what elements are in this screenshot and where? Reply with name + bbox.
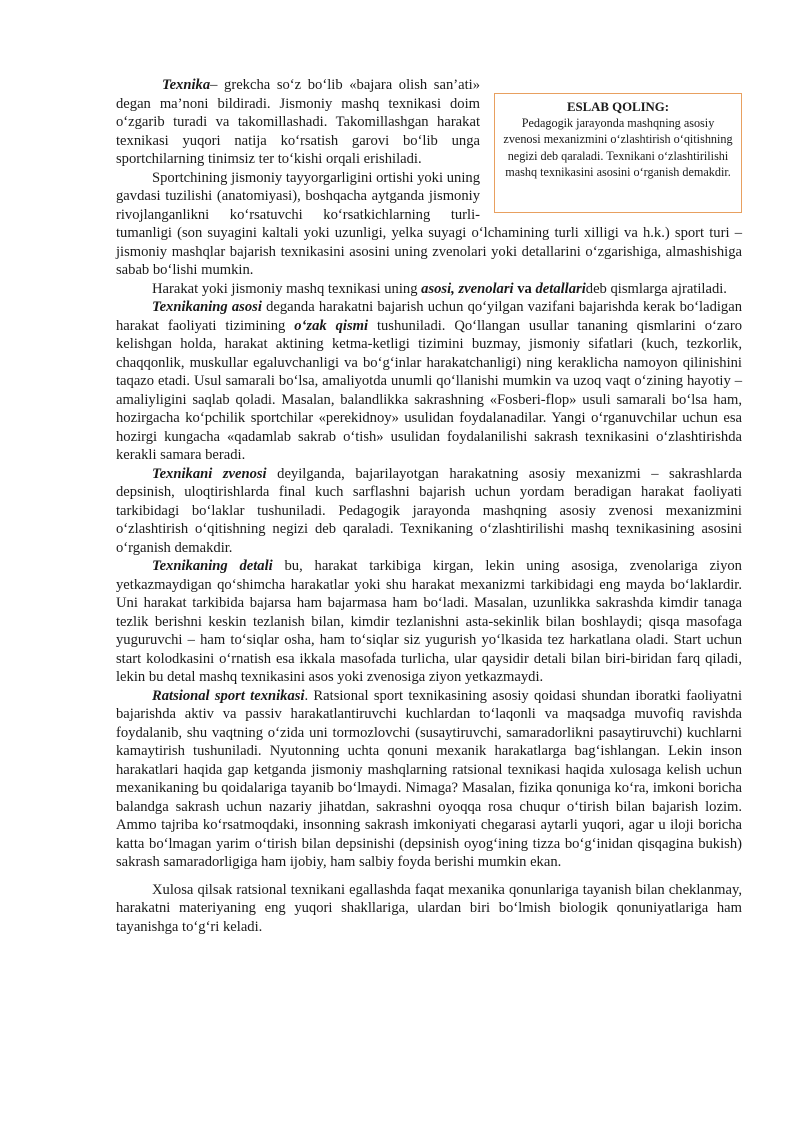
paragraph-xulosa	[116, 881, 742, 937]
paragraph-text: – grekcha so‘z bo‘lib «bajara olish san’ati» degan ma’noni bildiradi. Jismoniy mashq texnikasi doim o‘zgarib turadi va takomillashadi. Takomillashgan harakat texnikasi yuqori natija ko‘rsatish garovi bo‘lib unga sportchilarning tinimsiz ter to‘kishi orqali erishiladi.	[116, 77, 480, 167]
term-ratsional-sport-texnikasi: Ratsional sport texnikasi	[152, 687, 305, 704]
paragraph-text: deyilganda, bajarilayotgan harakatning asosiy mexanizmi – sakrashlarda depsinish, uloqtirishlarda final kuch sarflashni bajarish uchun yordam beradigan harakat faoliyati tarkibidagi bo‘laklar tushuniladi. Pedagogik jarayonda mashqning asosiy zvenosi mexanizmini o‘zlashtirish o‘qitishning negizi deb qaraladi. Texnikaning o‘zlashtirilishi mashq texnikasining asosini o‘rganish demakdir.	[116, 465, 742, 556]
term-texnika: Texnika	[162, 77, 211, 93]
paragraph-ratsional-texnika	[116, 687, 742, 872]
connector-va: va	[517, 280, 532, 297]
paragraph-texnika-detali	[116, 557, 742, 687]
term-texnikaning-asosi: Texnikaning asosi	[152, 299, 262, 315]
term-texnikani-zvenosi: Texnikani zvenosi	[152, 465, 267, 482]
paragraph-text: . Ratsional sport texnikasining asosiy qoidasi shundan iboratki faoliyatni bajarishda aktiv va passiv harakatlantiruvchi kuchlardan to‘laqonli va maqsadga muvofiq ravishda foydalanib, shu vaqtning o‘zida uni tormozlovchi (susaytiruvchi, samaradorlikni pasaytiruvchi) kuchlarni kamaytirish tushuniladi. Nyutonning uchta qonuni mexanik harakatlarga bag‘ishlangan. Lekin inson harakatlari haqida gap ketganda jismoniy mashqlarning ratsional texnikasi haqida xulosaga kelish uchun mexanikaning bu qoidalariga tayanib bo‘lmaydi. Nimaga? Masalan, fizika qonuniga ko‘ra, imkoni boricha balandga sakrash uchun nazariy jihatdan, sakrashni oyoqqa rosa chuqur o‘tirish bilan bajarish lozim. Ammo tajriba ko‘rsatmoqdaki, insonning sakrash imkoniyati chegarasi aytarli yuqori, agar u iloji boricha katta bo‘lmagan yarim o‘tirish bilan depsinishi (depsinish oyog‘ining tizza bo‘g‘inidan qisqagina bukish) sakrash samaradorligiga ham ijobiy, ham salbiy foyda berishi mumkin ekan.	[116, 687, 742, 870]
callout-text: Pedagogik jarayonda mashqning asosiy zvenosi mexanizmini o‘zlashtirish o‘qitishning negizi deb qaraladi. Texnikani o‘zlashtirilishi mashq texnikasini asosini o‘rganish demakdir.	[503, 116, 733, 179]
paragraph-texnika-asosi	[116, 298, 742, 465]
term-asosi-zvenolari: asosi, zvenolari	[421, 280, 514, 297]
paragraph-text: bu, harakat tarkibiga kirgan, lekin uning asosiga, zvenolariga ziyon yetkazmaydigan qo‘shimcha harakatlar yoki shu harakat mexanizmi tarkibidagi eng mayda bo‘laklardir. Uni harakat tarkibida bajarsa ham bajarmasa ham bo‘ladi. Masalan, uzunlikka sakrashda kimdir tanaga tezlik berishni keskin tezlanish bilan, kimdir tezlanishni asta-sekinlik bilan boshlaydi; qisqa masofaga yuguruvchi – ham to‘siqlar osha, ham to‘siqlar siz yugurish yo‘lkasida tez harkatlana oladi. Start uchun start kolodkasini o‘rnatish esa ikkala masofada turlicha, ular qaysidir detali bilan biri-biridan farq qiladi, lekin bu detal mashq texnikasini asos yoki zvenosiga ziyon yetkazmaydi.	[116, 558, 742, 685]
callout-title: ESLAB QOLING:	[566, 100, 670, 114]
remember-callout-box	[494, 93, 742, 213]
document-body	[116, 76, 742, 936]
term-ozak-qismi: o‘zak qismi	[294, 317, 369, 334]
term-texnikaning-detali: Texnikaning detali	[152, 558, 273, 574]
paragraph-text: Xulosa qilsak ratsional texnikani egallashda faqat mexanika qonunlariga tayanish bilan cheklanmay, harakatni materiyaning eng yuqori shakllariga, ulardan biri bo‘lmish biologik qonuniyatlariga ham tayanishga to‘g‘ri keladi.	[116, 881, 742, 935]
paragraph-text: deganda harakatni bajarish uchun qo‘yilgan vazifani bajarishda kerak bo‘ladigan harakat faoliyati tizimining	[116, 299, 742, 334]
paragraph-text: Harakat yoki jismoniy mashq texnikasi uning	[152, 280, 418, 297]
paragraph-text: Sportchining jismoniy tayyorgarligini ortishi yoki uning gavdasi tuzilishi (anatomiyasi), boshqacha aytganda jismoniy rivojlanganlikni ko‘rsatuvchi ko‘rsatkichlarning turli-tumanligi (son suyagini kaltali yoki uzunligi, yelka suyagi o‘lchamining turli xilligi va h.k.) sport turi – jismoniy mashqlar bajarish texnikasini asosini uning zvenolari yoki detallarini o‘zgarishiga, almashishiga sabab bo‘lishi mumkin.	[116, 169, 742, 278]
paragraph-texnika-zvenosi	[116, 465, 742, 558]
paragraph-text: deb qismlarga ajratiladi.	[585, 280, 727, 297]
paragraph-text: tushuniladi. Qo‘llangan usullar tananing qismlarini o‘zaro kelishgan holda, harakat aktining ketma-ketligi tizimini buzmay, jismoniy sifatlari (kuch, tezkorlik, chaqqonlik, muskullar egaluvchanligi va bo‘g‘inlar harakatchanligi) ning keraklicha namoyon qilinishini taqazo etadi. Usul samarali bo‘lsa, amaliyotda unumli qo‘llanishi mumkin va uzoq vaqt o‘zining hayotiy – amaliyligini saqlab qoladi. Masalan, balandlikka sakrashning «Fosberi-flop» usuli samarali bo‘lsa ham, hozirgacha ko‘pchilik sportchilar «perekidnoy» usulidan foydalanadilar. Yangi o‘rganuvchilar uchun esa hozirgi kungacha «qadamlab sakrab o‘tish» usulidan foydalanilishi sakrash texnikasini o‘zlashtirishda kerakli samara beradi.	[116, 317, 742, 463]
term-detallari: detallari	[535, 280, 586, 297]
paragraph-texnika-qismlari	[116, 280, 742, 299]
